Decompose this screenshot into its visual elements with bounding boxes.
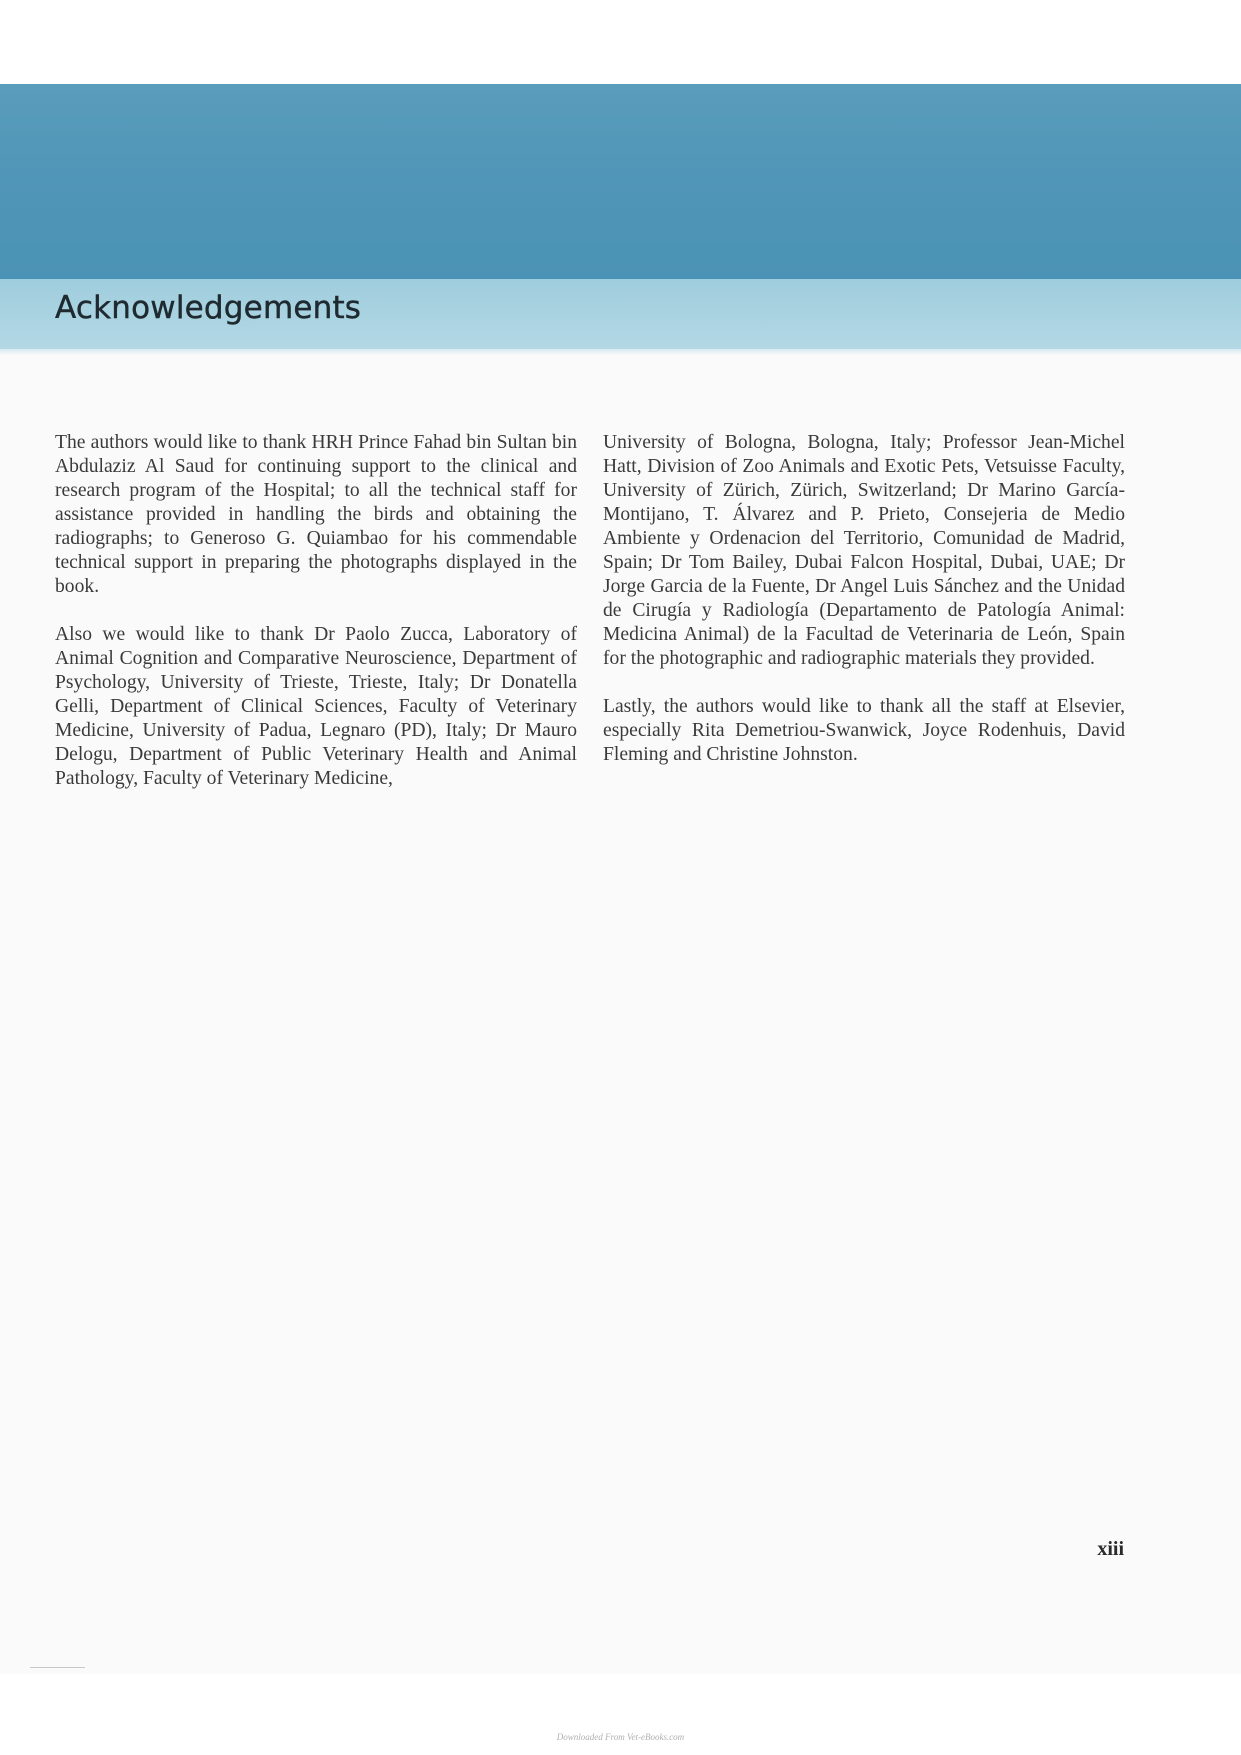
header-color-band: [0, 84, 1241, 279]
download-watermark: Downloaded From Vet-eBooks.com: [556, 1732, 685, 1742]
title-band-fade: [0, 349, 1241, 355]
paragraph: University of Bologna, Bologna, Italy; Professor Jean-Michel Hatt, Division of Zoo Animals and Exotic Pets, Vetsuisse Faculty, University of Zürich, Zürich, Switzerland; Dr Marino García-Montijano, T. Álvarez and P. Prieto, Consejeria de Medio Ambiente y Ordenacion del Territorio, Comunidad de Madrid, Spain; Dr Tom Bailey, Dubai Falcon Hospital, Dubai, UAE; Dr Jorge Garcia de la Fuente, Dr Angel Luis Sánchez and the Unidad de Cirugía y Radiología (Departamento de Patología Animal: Medicina Animal) de la Facultad de Veterinaria de León, Spain for the photographic and radiographic materials they provided.: [603, 432, 1125, 669]
left-column: [55, 431, 577, 791]
paragraph: Also we would like to thank Dr Paolo Zucca, Laboratory of Animal Cognition and Comparative Neuroscience, Department of Psychology, University of Trieste, Trieste, Italy; Dr Donatella Gelli, Department of Clinical Sciences, Faculty of Veterinary Medicine, University of Padua, Legnaro (PD), Italy; Dr Mauro Delogu, Department of Public Veterinary Health and Animal Pathology, Faculty of Veterinary Medicine,: [55, 624, 577, 789]
footer-rule: [30, 1667, 85, 1668]
paragraph: Lastly, the authors would like to thank all the staff at Elsevier, especially Rita Demetriou-Swanwick, Joyce Rodenhuis, David Fleming and Christine Johnston.: [603, 696, 1125, 765]
page-title: Acknowledgements: [55, 290, 362, 326]
paragraph: The authors would like to thank HRH Prince Fahad bin Sultan bin Abdulaziz Al Saud for continuing support to the clinical and research program of the Hospital; to all the technical staff for assistance provided in handling the birds and obtaining the radiographs; to Generoso G. Quiambao for his commendable technical support in preparing the photographs displayed in the book.: [55, 432, 577, 597]
right-column: [603, 431, 1125, 767]
page-number: xiii: [1097, 1538, 1124, 1560]
